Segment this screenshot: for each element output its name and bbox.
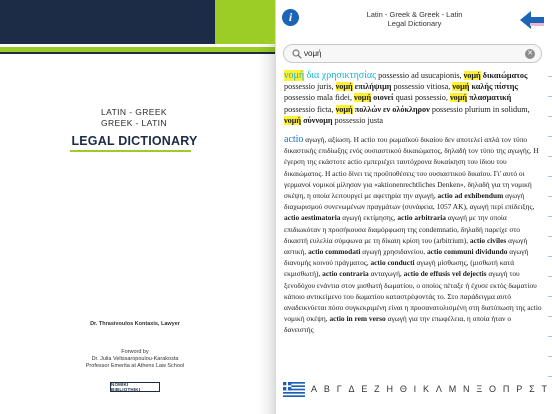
entry-segment: καλής πίστης [469, 82, 518, 92]
back-arrow-icon[interactable] [520, 10, 546, 30]
entry-segment: quasi possessio, [393, 93, 450, 103]
alphabet-letter[interactable]: Κ [423, 384, 430, 394]
entry-segment: actio arbitraria [397, 213, 446, 223]
entry-segment: actio de effusis vel dejectis [403, 269, 487, 279]
book-spine-shadow [258, 44, 276, 414]
alphabet-letter[interactable]: Ξ [476, 384, 483, 394]
alphabet-index-bar [277, 380, 552, 402]
dictionary-results[interactable] [284, 70, 542, 372]
publisher-name: NOMIKI BIBLIOTHIKI [111, 382, 141, 392]
entry-segment: πλασματική [467, 93, 512, 103]
entry-segment: possessio justa [332, 115, 383, 125]
alphabet-letter[interactable]: Ν [463, 384, 470, 394]
entry-segment: actio commodati [308, 247, 361, 257]
alphabet-letter[interactable]: Θ [399, 384, 407, 394]
publisher-logo [110, 382, 160, 392]
entry-segment: νομή [335, 104, 353, 114]
entry-segment: επιλήψιμη [352, 82, 392, 92]
foreword-label: Forword by [121, 349, 149, 355]
entry-segment: αγωγή, αξίωση. Η actio του ρωμαϊκού δικαίου δεν αποτελεί απλά τον τύπο δικαστικής επιδίωξης ενός ουσιαστικού δικαιώματος, δηλαδή τον τύπο της αγωγής. Η έγερση της εκάστοτε actio εμπεριέχει ταυτόχρονα δυκαίκηση του ίδιου του δικαιώματος. Η actio δίνει τις προϋποθέσεις του ουσιαστικού δικαίου. Γι' αυτό οι γερμανοί νομικοί μίλησαν για «aktionenrechtliches Denken», δηλαδή για τη νομική σκέψη, η οποία λειτουργεί με αφετηρία την αγωγή, [284, 135, 539, 201]
close-icon: ✕ [527, 50, 533, 57]
info-button[interactable] [282, 9, 299, 26]
entry-segment: αγωγή διαχωρισμού συνενωμένων πραγμάτων (συνάφεια, 1057 ΑΚ), αγωγή περί επίδειξης, [284, 191, 535, 212]
cover-language-line-1: LATIN - GREEK [101, 107, 167, 117]
entry-segment: actio civiles [469, 235, 507, 245]
entry-segment: ανταγωγή, [368, 269, 404, 279]
alphabet-letter[interactable]: Ι [413, 384, 417, 394]
alphabet-letters [311, 384, 547, 394]
alphabet-letter[interactable]: Γ [336, 384, 342, 394]
alphabet-letter[interactable]: Α [311, 384, 318, 394]
cover-stripe-navy [0, 52, 276, 54]
entry-segment: νομή [284, 70, 305, 81]
entry-segment: αγωγή για την επωφέλεια, η οποία ήταν ο δανειστής [284, 314, 512, 335]
alphabet-letter[interactable]: Η [386, 384, 393, 394]
entry-segment: possessio vitiosa, [391, 82, 453, 92]
entry-segment: νομή [284, 115, 302, 125]
entry-segment: possessio ficta, [284, 104, 336, 114]
entry-segment: possessio juris, [284, 82, 336, 92]
clear-search-button[interactable] [525, 49, 535, 59]
entry-segment: αγωγή του ξενοδόχου ενάντια στον μισθωτή δωματίου, ο οποίος πέταξε ή έχυσε εκτός δωματίου κάποιο αντικείμενο του δωματίου καταστρέφοντάς το. Στο παράδειγμα αυτό αναδεικνύεται πόσο συγκεκριμένη είναι η προσανατολισμένη στη διατύπωση της actio νομική σκέψη, [284, 269, 542, 324]
alphabet-letter[interactable]: Δ [348, 384, 355, 394]
search-bar [283, 44, 542, 63]
entry-actio [284, 134, 542, 336]
greek-flag-icon[interactable] [283, 382, 305, 397]
alphabet-letter[interactable]: Ρ [516, 384, 523, 394]
entry-segment: αγωγή χρησιδανείου, [360, 247, 427, 257]
cover-language-line-2: GREEK - LATIN [101, 118, 167, 128]
entry-segment: actio aestimatoria [284, 213, 341, 223]
entry-segment: actio contraria [322, 269, 369, 279]
entry-segment: οιονεί [371, 93, 394, 103]
entry-segment: possessio plurium in solidum, [429, 104, 530, 114]
alphabet-letter[interactable]: Λ [435, 384, 442, 394]
cover-band-lime [215, 0, 276, 44]
entry-segment: actio in rem verso [329, 314, 386, 324]
app-title-line-2: Legal Dictionary [387, 19, 442, 28]
alphabet-letter[interactable]: Ζ [374, 384, 380, 394]
entry-segment: νομή [452, 82, 470, 92]
entry-segment: νομή [335, 82, 353, 92]
entry-headword: actio [284, 134, 304, 146]
entry-segment: αγωγή μίσθωσης, (μισθωτή κατά εκμισθωτή), [284, 258, 515, 279]
alphabet-letter[interactable]: Σ [529, 384, 535, 394]
cover-title: LEGAL DICTIONARY [71, 134, 198, 148]
cover-band-navy [0, 0, 215, 44]
entry-segment: αγωγή διανομής κοινού πράγματος, [284, 247, 529, 268]
entry-segment: αγωγή με την οποία επιδιωκόταν η προσήκουσα διαμόρφωση της condemnatio, δηλαδή παρείχε στο δικαστή ευλελία σύμφωνα με τη δίκαιη κρίση του (arbitrium), [284, 213, 520, 245]
app-title-line-1: Latin - Greek & Greek - Latin [366, 10, 463, 19]
cover-foreword [40, 349, 230, 370]
alphabet-letter[interactable]: Ο [489, 384, 497, 394]
entry-segment: αγωγή εκτίμησης, [340, 213, 398, 223]
alphabet-letter[interactable]: Π [502, 384, 510, 394]
alphabet-letter[interactable]: Β [323, 384, 330, 394]
cover-author: Dr. Thrasivoulos Kontaxis, Lawyer [90, 321, 180, 327]
search-icon [292, 49, 302, 59]
page-edge-marks [548, 76, 552, 386]
search-input[interactable] [304, 46, 514, 61]
top-bar [277, 0, 552, 38]
entry-segment: possessio mala fidei, [284, 93, 355, 103]
foreword-role: Professor Emerita at Athens Law School [85, 363, 185, 369]
alphabet-letter[interactable]: Μ [448, 384, 457, 394]
entry-segment: δια χρησικτησίας [304, 70, 377, 81]
entry-segment: πολλών εν ολόκληρον [352, 104, 430, 114]
cover-title-underline [70, 150, 191, 152]
entry-segment: αγωγή αστική, [284, 235, 528, 257]
entry-segment: σύννομη [301, 115, 333, 125]
entry-segment: actio communi dividundo [426, 247, 508, 257]
entry-segment: possessio ad usucapionis, [376, 71, 464, 80]
entry-segment: νομή [449, 93, 468, 103]
alphabet-letter[interactable]: Τ [541, 384, 547, 394]
entry-segment: νομή [354, 93, 372, 103]
foreword-name: Dr. Julia Velissaropoulou-Karakosta [91, 356, 179, 362]
alphabet-letter[interactable]: Ε [361, 384, 368, 394]
dictionary-app [277, 0, 552, 414]
entry-nomi [284, 70, 542, 126]
entry-segment: actio conducti [370, 258, 415, 268]
entry-segment: δικαιώματος [480, 71, 528, 80]
entry-segment: actio ad exhibendum [437, 191, 504, 201]
info-icon: i [288, 10, 293, 24]
entry-segment: νομή [463, 71, 481, 80]
